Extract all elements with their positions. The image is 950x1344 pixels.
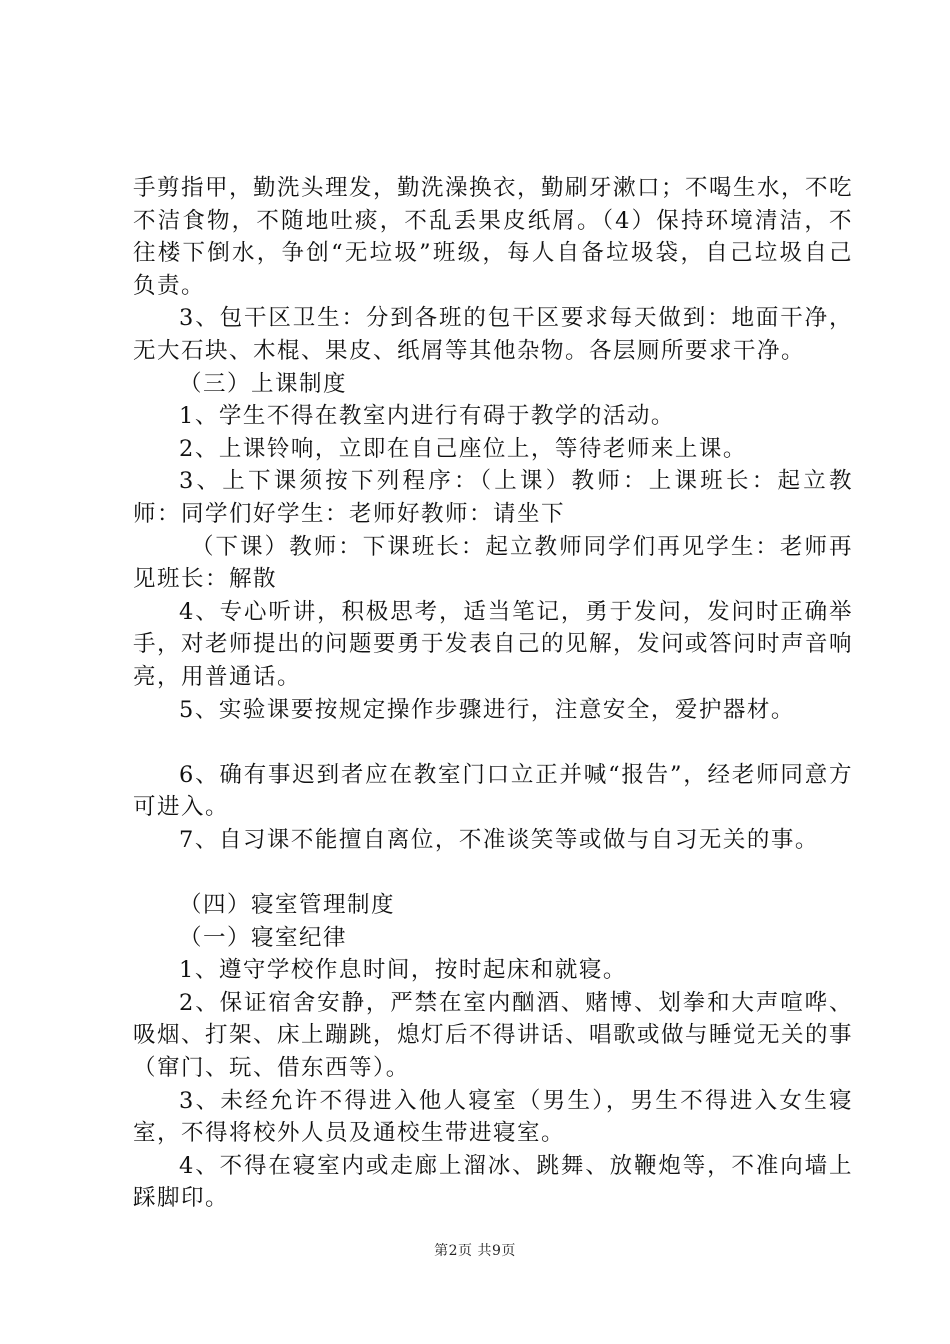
paragraph-class-rule-3-dismiss: （下课）教师：下课班长：起立教师同学们再见学生：老师再见班长：解散 bbox=[133, 533, 853, 593]
paragraph-dorm-rule-4: 4、不得在寝室内或走廊上溜冰、跳舞、放鞭炮等，不准向墙上踩脚印。 bbox=[133, 1152, 853, 1212]
heading-dorm-rules: （四）寝室管理制度 bbox=[179, 892, 396, 919]
blank-line bbox=[133, 856, 853, 889]
paragraph-class-rule-7: 7、自习课不能擅自离位，不准谈笑等或做与自习无关的事。 bbox=[179, 826, 819, 853]
paragraph-dorm-rule-3: 3、未经允许不得进入他人寝室（男生），男生不得进入女生寝室，不得将校外人员及通校生带进寝室。 bbox=[133, 1087, 853, 1147]
paragraph-class-rule-6: 6、确有事迟到者应在教室门口立正并喊“报告”，经老师同意方可进入。 bbox=[133, 761, 853, 821]
paragraph-area-hygiene: 3、包干区卫生：分到各班的包干区要求每天做到：地面干净，无大石块、木棍、果皮、纸屑等其他杂物。各层厕所要求干净。 bbox=[133, 305, 853, 364]
document-body bbox=[133, 172, 853, 1215]
paragraph-class-rule-4: 4、专心听讲，积极思考，适当笔记，勇于发问，发问时正确举手，对老师提出的问题要勇于发表自己的见解，发问或答问时声音响亮，用普通话。 bbox=[133, 598, 854, 690]
paragraph-dorm-rule-1: 1、遵守学校作息时间，按时起床和就寝。 bbox=[179, 957, 627, 984]
page-number-footer: 第2页 共9页 bbox=[434, 1243, 516, 1259]
heading-class-rules: （三）上课制度 bbox=[179, 370, 348, 397]
heading-dorm-discipline: （一）寝室纪律 bbox=[179, 924, 348, 951]
paragraph-hygiene-continued: 手剪指甲，勤洗头理发，勤洗澡换衣，勤刷牙漱口；不喝生水，不吃不洁食物，不随地吐痰，不乱丢果皮纸屑。（4）保持环境清洁，不往楼下倒水，争创“无垃圾”班级，每人自备垃圾袋，自己垃圾自己负责。 bbox=[133, 175, 854, 299]
paragraph-class-rule-5: 5、实验课要按规定操作步骤进行，注意安全，爱护器材。 bbox=[179, 696, 795, 723]
blank-line bbox=[133, 726, 853, 759]
paragraph-class-rule-1: 1、学生不得在教室内进行有碍于教学的活动。 bbox=[179, 403, 675, 430]
paragraph-class-rule-2: 2、上课铃响，立即在自己座位上，等待老师来上课。 bbox=[179, 435, 747, 462]
paragraph-class-rule-3: 3、上下课须按下列程序：（上课）教师：上课班长：起立教师：同学们好学生：老师好教师：请坐下 bbox=[133, 468, 853, 527]
paragraph-dorm-rule-2: 2、保证宿舍安静，严禁在室内酗酒、赌博、划拳和大声喧哗、吸烟、打架、床上蹦跳，熄灯后不得讲话、唱歌或做与睡觉无关的事（窜门、玩、借东西等）。 bbox=[133, 989, 854, 1082]
